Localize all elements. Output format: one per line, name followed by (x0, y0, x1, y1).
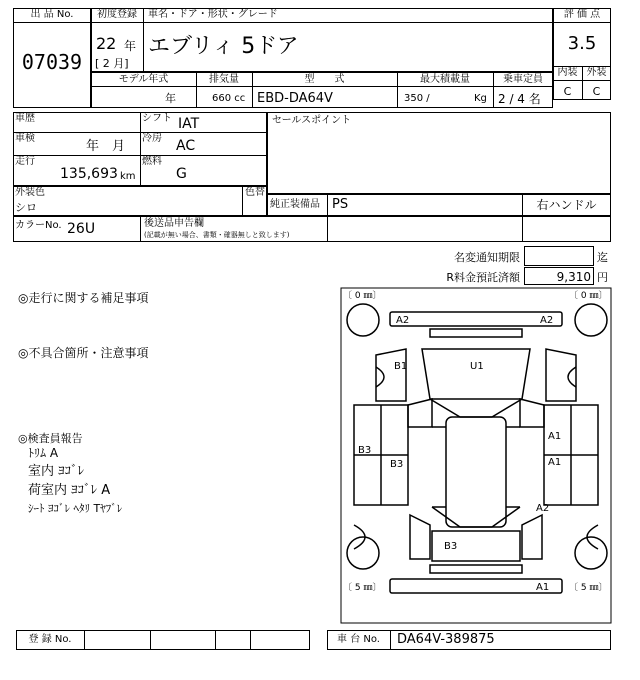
mark-right-side-a1-top: A1 (548, 431, 562, 442)
right-front-panel (546, 349, 576, 401)
model-code: EBD-DA64V (257, 91, 333, 106)
fuel-value: G (176, 166, 187, 182)
mileage-label: 走行 (15, 156, 35, 167)
windshield-shape (430, 399, 522, 417)
first-reg-year: 22 (96, 34, 117, 53)
mark-left-side-top: B3 (358, 445, 372, 456)
inspector-line: 荷室内 ﾖｺﾞﾚ A (28, 483, 111, 498)
steering-value: 右ハンドル (536, 198, 597, 212)
color-no-label: カラーNo. (15, 220, 62, 231)
mark-front-left-fender: B1 (394, 361, 408, 372)
first-reg-month: [ 2 月] (95, 57, 129, 70)
standard-equip-label: 純正装備品 (270, 199, 320, 210)
model-code-label: 型 式 (304, 74, 345, 85)
interior-grade: C (563, 85, 572, 98)
chassis-no-label: 車 台 No. (337, 634, 380, 645)
docs-note: (記載が無い場合、書類・確器無しと致します) (144, 231, 290, 239)
rear-left-tire-depth: 〔 5 ㎜〕 (343, 583, 382, 593)
recycle-label: R料金預託済額 (446, 271, 520, 284)
ac-label: 冷房 (142, 133, 162, 144)
chassis-no-value: DA64V-389875 (397, 632, 495, 647)
mark-front-bumper-right: A2 (540, 315, 554, 326)
hood-shape (422, 349, 530, 399)
mark-right-side-a1-bottom: A1 (548, 457, 562, 468)
capacity: 2 / 4 名 (498, 92, 541, 106)
history-label: 車歴 (15, 113, 35, 124)
front-right-tire-icon (575, 304, 607, 336)
color-no-value: 26U (67, 221, 96, 237)
car-damage-diagram (340, 287, 612, 624)
notice-unit: 迄 (597, 251, 608, 264)
recycle-amount: 9,310 (556, 270, 591, 284)
rating-label: 評 価 点 (563, 9, 601, 20)
exterior-label: 外装 (586, 67, 607, 78)
displacement: 660 cc (212, 93, 246, 104)
model-year-label: モデル年式 (118, 74, 169, 85)
inspection-value: 年 月 (86, 139, 126, 154)
ext-color-label: 外装色 (15, 187, 45, 198)
mark-rear-panel: B3 (444, 541, 458, 552)
front-left-tire-depth: 〔 0 ㎜〕 (343, 291, 382, 301)
lot-number-label: 出 品 No. (30, 9, 74, 20)
shift-label: シフト (142, 113, 172, 124)
inspector-line: 室内 ﾖｺﾞﾚ (28, 464, 85, 479)
car-name: エブリィ 5ドア (148, 34, 299, 59)
front-left-tire-icon (347, 304, 379, 336)
lot-number: 07039 (21, 50, 83, 74)
mileage-unit: km (120, 171, 136, 182)
year-unit: 年 (124, 39, 137, 53)
interior-label: 内装 (557, 67, 578, 78)
defects-notes-title: ◎不具合箇所・注意事項 (18, 346, 149, 360)
rear-right-tire-depth: 〔 5 ㎜〕 (569, 583, 608, 593)
exterior-grade: C (592, 85, 601, 98)
mark-hood: U1 (470, 361, 484, 372)
mark-left-side-door: B3 (390, 459, 404, 470)
mark-rear-bumper: A1 (536, 582, 550, 593)
inspector-title: ◎検査員報告 (18, 432, 83, 445)
rear-right-tire-icon (575, 537, 607, 569)
rear-window-shape (432, 507, 520, 527)
ac-value: AC (176, 138, 196, 154)
docs-label: 後送品申告欄 (144, 218, 204, 229)
max-load-unit: Kg (474, 93, 487, 104)
front-bumper-shape (390, 312, 562, 326)
max-load-label: 最大積載量 (420, 74, 470, 85)
notice-box (524, 246, 594, 266)
roof-shape (446, 417, 506, 527)
displacement-label: 排気量 (209, 74, 239, 85)
shift-value: IAT (178, 116, 200, 132)
inspector-line: ｼｰﾄ ﾖｺﾞﾚ ﾍﾀﾘ Tﾔﾌﾞﾚ (28, 502, 123, 515)
recycle-unit: 円 (597, 271, 608, 284)
reg-no-label: 登 録 No. (28, 634, 72, 645)
fuel-label: 燃料 (142, 156, 162, 167)
front-grille-shape (430, 329, 522, 337)
inspector-line: ﾄﾘﾑ A (28, 446, 59, 460)
model-year-unit: 年 (165, 92, 176, 105)
left-front-panel (376, 349, 406, 401)
notice-label: 名変通知期限 (454, 251, 520, 264)
ext-color-value: シロ (15, 201, 37, 214)
sales-point-label: セールスポイント (272, 115, 352, 126)
first-reg-label: 初度登録 (97, 9, 137, 20)
inspection-label: 車検 (15, 133, 35, 144)
ext-color-box (13, 186, 267, 216)
driving-notes-title: ◎走行に関する補足事項 (18, 291, 149, 305)
mark-right-rear: A2 (536, 503, 550, 514)
capacity-label: 乗車定員 (503, 74, 543, 85)
max-load: 350 / (404, 93, 430, 104)
standard-equip-value: PS (332, 197, 349, 212)
mileage-value: 135,693 (60, 166, 118, 182)
color-change-label: 色替 (245, 187, 265, 198)
front-right-tire-depth: 〔 0 ㎜〕 (569, 291, 608, 301)
rating-value: 3.5 (567, 33, 597, 54)
mark-front-bumper-left: A2 (396, 315, 410, 326)
car-name-label: 車名・ドア・形状・グレード (148, 9, 278, 20)
